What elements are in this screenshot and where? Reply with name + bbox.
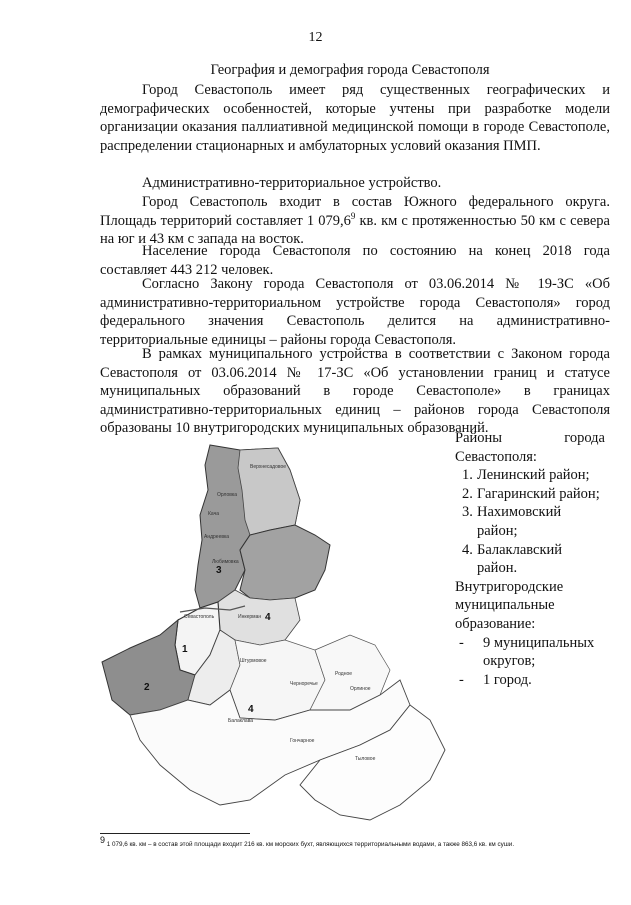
sidebar-heading: Районы города: [455, 430, 605, 446]
section-title: География и демография города Севастополя: [210, 62, 490, 78]
place-label: Верхнесадовое: [250, 464, 287, 470]
districts-sidebar: [455, 429, 605, 689]
footnote-ref: 9: [350, 210, 356, 221]
paragraph-intro: Город Севастополь имеет ряд существенных географических и демографических особенностей, которые учтены при разработке модели организации оказания паллиативной медицинской помощи в городе Севастополе, распределении стационарных и амбулаторных условий оказания ПМП.: [100, 82, 610, 154]
district-number-4a: 4: [265, 612, 271, 623]
district-3-upper: [238, 448, 300, 535]
paragraph-law-19: Согласно Закону города Севастополя от 03.06.2014 № 19-ЗС «Об административно-территориальном устройстве города Севастополя» город федерального значения Севастополь делится на административно-территориальные единицы – районы города Севастополя.: [100, 276, 610, 348]
place-label: Севастополь: [184, 614, 215, 620]
footnote-divider: [100, 833, 250, 834]
district-number-2: 2: [144, 682, 150, 693]
municipal-list: [455, 634, 605, 690]
district-number-1: 1: [182, 644, 188, 655]
footnote: $^9$ 1 079,6 кв. км – в состав этой площади входит 216 кв. км морских бухт, являющихся территориальными водами, а также 863,6 кв. км суши.: [100, 835, 515, 849]
page-number: 12: [308, 30, 323, 45]
municipal-heading: Внутригородские муниципальные образование:: [455, 578, 564, 632]
district-3-east: [240, 525, 330, 600]
list-item: 2. Гагаринский район;: [462, 485, 600, 502]
paragraph-area: Город Севастополь входит в состав Южного федерального округа. Площадь территорий составляет 1 079,6$^9$ кв. км с протяженностью 50 км с севера на юг и 43 км с запада на восток.: [100, 194, 610, 248]
list-item: 3. Нахимовский район;: [462, 504, 562, 539]
paragraph-population: Население города Севастополя по состоянию на конец 2018 года составляет 443 212 человек.: [100, 243, 610, 278]
place-label: Любимовка: [212, 559, 239, 565]
place-label: Инкерман: [238, 614, 262, 620]
paragraph-law-17: В рамках муниципального устройства в соответствии с Законом города Севастополя от 03.06.2014 № 17-ЗС «Об установлении границ и статусе муниципальных образований в городе Севастополе» в границах административно-территориальных единиц – районов города Севастополя образованы 10 внутригородских муниципальных образований.: [100, 346, 610, 437]
place-label: Штурмовое: [240, 658, 267, 664]
list-item: - 9 муниципальных округов;: [459, 634, 595, 670]
paragraph-admin-heading: Административно-территориальное устройство.: [142, 175, 442, 191]
place-label: Тыловое: [355, 756, 376, 762]
district-list: [455, 466, 605, 578]
place-label: Балаклава: [228, 718, 254, 724]
map-shapes: [102, 445, 445, 820]
list-item: - 1 город.: [459, 671, 532, 688]
place-label: Черноречье: [290, 681, 318, 687]
place-label: Орловка: [217, 492, 237, 498]
place-label: Андреевка: [204, 534, 230, 540]
list-item: 4. Балаклавский район.: [462, 541, 563, 577]
place-label: Кача: [208, 511, 219, 517]
district-number-4b: 4: [248, 704, 254, 715]
place-label: Орлиное: [350, 686, 371, 692]
list-item: 1. Ленинский район;: [462, 467, 590, 484]
sidebar-heading-line2: Севастополя:: [455, 448, 537, 465]
place-label: Гончарное: [290, 738, 315, 744]
district-number-3: 3: [216, 565, 222, 576]
place-label: Родное: [335, 671, 353, 677]
sevastopol-map: [100, 430, 450, 825]
